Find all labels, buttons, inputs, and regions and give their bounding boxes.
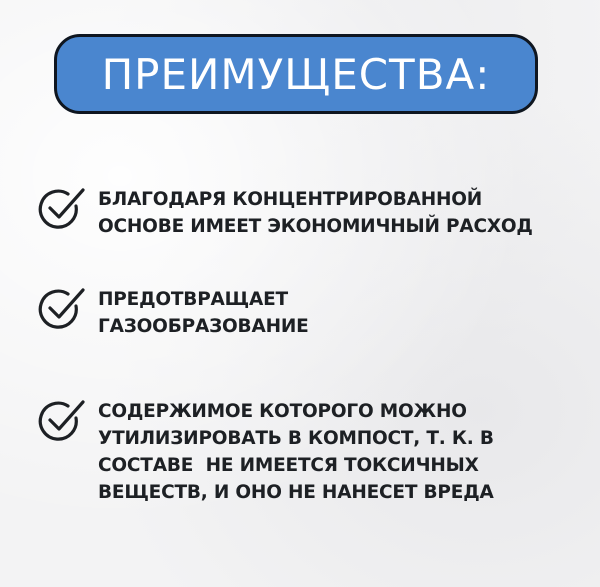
advantage-text-line: ВЕЩЕСТВ, И ОНО НЕ НАНЕСЕТ ВРЕДА — [98, 482, 494, 503]
page-title: ПРЕИМУЩЕСТВА: — [101, 49, 491, 99]
check-circle-icon — [38, 286, 90, 334]
advantage-text-line: СОДЕРЖИМОЕ КОТОРОГО МОЖНО — [98, 401, 467, 422]
advantage-text-line: БЛАГОДАРЯ КОНЦЕНТРИРОВАННОЙ — [98, 189, 483, 210]
advantage-text-line: ГАЗООБРАЗОВАНИЕ — [98, 316, 309, 337]
advantage-text-line: СОСТАВЕ НЕ ИМЕЕТСЯ ТОКСИЧНЫХ — [98, 455, 479, 476]
advantage-item — [38, 286, 309, 340]
check-circle-icon — [38, 398, 90, 446]
advantage-text-line: ПРЕДОТВРАЩАЕТ — [98, 289, 288, 310]
advantage-item — [38, 186, 533, 240]
title-banner — [54, 34, 538, 114]
advantage-text-line: ОСНОВЕ ИМЕЕТ ЭКОНОМИЧНЫЙ РАСХОД — [98, 216, 533, 237]
advantage-text-line: УТИЛИЗИРОВАТЬ В КОМПОСТ, Т. К. В — [98, 428, 494, 449]
advantage-item — [38, 398, 494, 506]
check-circle-icon — [38, 186, 90, 234]
